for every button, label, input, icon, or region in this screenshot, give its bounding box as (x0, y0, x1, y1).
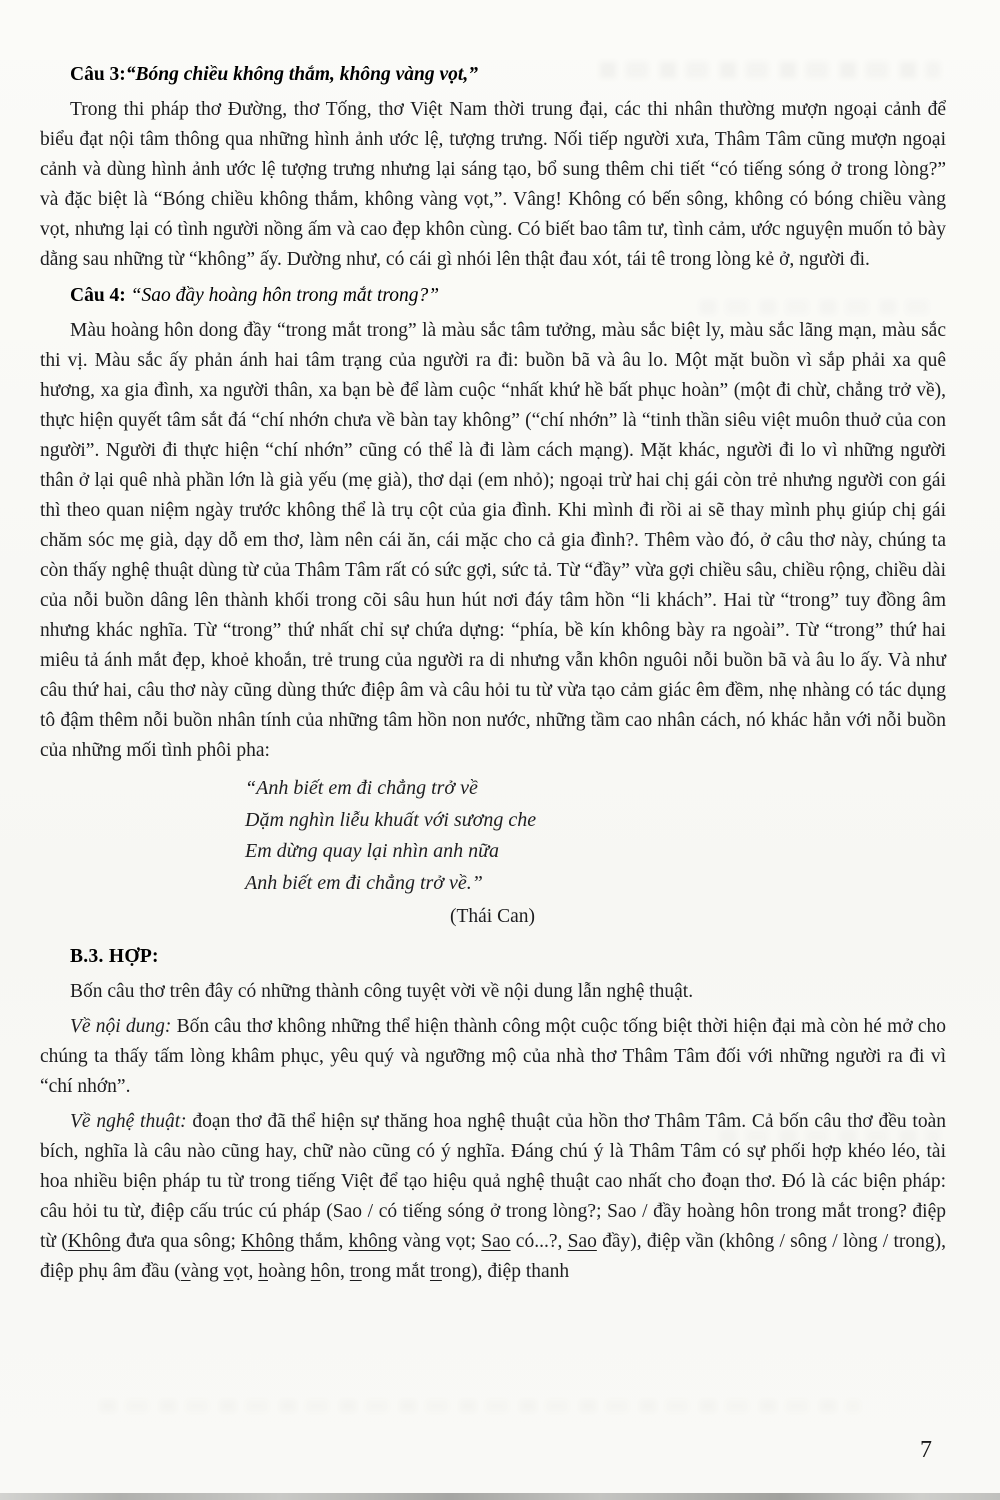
text-block (40, 54, 946, 1292)
cau4-quote: “Sao đầy hoàng hôn trong mắt trong?” (125, 285, 440, 306)
poem-block (245, 773, 946, 899)
paragraph-summary: Bốn câu thơ trên đây có những thành công tuyệt vời về nội dung lẫn nghệ thuật. (70, 981, 694, 1002)
poem-line: Em dừng quay lại nhìn anh nữa (245, 840, 500, 862)
scan-edge-artifact (0, 1493, 1000, 1500)
poem-line: Anh biết em đi chẳng trở về.” (245, 871, 483, 894)
cau3-quote: “Bóng chiều không thắm, không vàng vọt,” (125, 64, 478, 85)
poem-attribution: (Thái Can) (450, 906, 536, 927)
cau3-heading (40, 60, 946, 90)
paragraph-ve-nghe-thuat: Về nghệ thuật: đoạn thơ đã thể hiện sự thăng hoa nghệ thuật của hồn thơ Thâm Tâm. Cả bốn câu thơ đều toàn bích, nghĩa là câu nào cũng hay, chữ nào cũng có ý nghĩa. Đáng chú ý là Thâm Tâm có sự phối hợp khéo léo, tài hoa nhiều biện pháp tu từ trong tiếng Việt để tạo hiệu quả nghệ thuật cao nhất cho đoạn thơ. Đó là các biện pháp: câu hỏi tu từ, điệp cấu trúc cú pháp (Sao / có tiếng sóng ở trong lòng?; Sao / đầy hoàng hôn trong mắt trong? điệp từ (Không đưa qua sông; Không thắm, không vàng vọt; Sao có...?, Sao đầy), điệp vần (không / sông / lòng / trong), điệp phụ âm đầu (vàng vọt, hoàng hôn, trong mắt trong), điệp thanh (40, 1111, 946, 1282)
cau3-label: Câu 3: (70, 64, 126, 85)
b3-hop-heading: B.3. HỢP: (70, 946, 159, 967)
poem-line: “Anh biết em đi chẳng trở về (245, 777, 478, 799)
poem-line: Dặm nghìn liễu khuất với sương che (245, 808, 537, 831)
cau4-heading (40, 281, 946, 311)
ve-noi-dung-lead: Về nội dung: (70, 1016, 172, 1037)
paragraph-cau3-analysis: Trong thi pháp thơ Đường, thơ Tống, thơ Việt Nam thời trung đại, các thi nhân thường mượn ngoại cảnh để biểu đạt nội tâm thông qua những hình ảnh ước lệ, tượng trưng. Nối tiếp người xưa, Thâm Tâm cũng mượn ngoại cảnh và dùng hình ảnh ước lệ tượng trưng nhưng lại sáng tạo, bổ sung thêm chi tiết “có tiếng sóng ở trong lòng?” và đặc biệt là “Bóng chiều không thắm, không vàng vọt,”. Vâng! Không có bến sông, không có bóng chiều vàng vọt, nhưng lại có tình người nồng ấm và cao đẹp khôn cùng. Có biết bao tâm tư, tình cảm, ước nguyện muốn tỏ bày dằng sau những từ “không” ấy. Dường như, có cái gì nhói lên thật đau xót, tái tê trong lòng kẻ ở, người đi. (40, 99, 946, 270)
cau4-label: Câu 4: (70, 285, 126, 306)
paragraph-cau4-analysis: Màu hoàng hôn dong đầy “trong mắt trong” là màu sắc tâm tưởng, màu sắc biệt ly, màu sắc lãng mạn, màu sắc thi vị. Màu sắc ấy phản ánh hai tâm trạng của người ra đi: buồn bã và âu lo. Một mặt buồn vì sắp phải xa quê hương, xa gia đình, xa người thân, xa bạn bè để làm cuộc “nhất khứ hề bất phục hoàn” (một đi chừ, chẳng trở về), thực hiện quyết tâm sắt đá “chí nhớn chưa về bàn tay không” (“chí nhớn” là “tinh thần siêu việt muôn thuở của con người”. Người đi thực hiện “chí nhớn” cũng có thể là đi làm cách mạng). Mặt khác, người đi lo vì những người thân ở lại quê nhà phần lớn là già yếu (mẹ già), thơ dại (em nhỏ); ngoại trừ hai chị gái còn trẻ nhưng người con gái thì theo quan niệm ngày trước không thể là trụ cột của gia đình. Khi mình đi rồi ai sẽ thay mình phụ giúp chị gái chăm sóc mẹ già, dạy dỗ em thơ, làm nên cái ăn, cái mặc cho cả gia đình?. Thêm vào đó, ở câu thơ này, chúng ta còn thấy nghệ thuật dùng từ của Thâm Tâm rất có sức gợi, sức tả. Từ “đầy” vừa gợi chiều sâu, chiều rộng, chiều dài của nỗi buồn dâng lên thành khối trong cõi sâu hun hút nơi đáy tâm hồn “li khách”. Hai từ “trong” tuy đồng âm nhưng khác nghĩa. Từ “trong” thứ nhất chỉ sự chứa dựng: “phía, bề kín không bày ra ngoài”. Từ “trong” thứ hai miêu tả ánh mắt đẹp, khoẻ khoắn, trẻ trung của người ra di nhưng vẫn khôn nguôi nỗi buồn bã và âu lo ấy. Và như câu thứ hai, câu thơ này cũng dùng thức điệp âm và câu hỏi tu từ vừa tạo cảm giác êm đềm, nhẹ nhàng có tác dụng tô đậm thêm nỗi buồn nhân tính của những tâm hồn non nước, những tầm cao nhân cách, nó khác hẳn với nỗi buồn của những mối tình phôi pha: (40, 320, 946, 761)
scan-bleed-artifact (100, 1400, 860, 1412)
ve-noi-dung-text: Bốn câu thơ không những thể hiện thành công một cuộc tống biệt thời hiện đại mà còn hé mở cho chúng ta thấy tấm lòng khâm phục, yêu quý và ngưỡng mộ của nhà thơ Thâm Tâm đối với những người ra đi vì “chí nhớn”. (40, 1016, 946, 1097)
page-number: 7 (920, 1437, 932, 1463)
paragraph-ve-noi-dung (40, 1012, 946, 1102)
